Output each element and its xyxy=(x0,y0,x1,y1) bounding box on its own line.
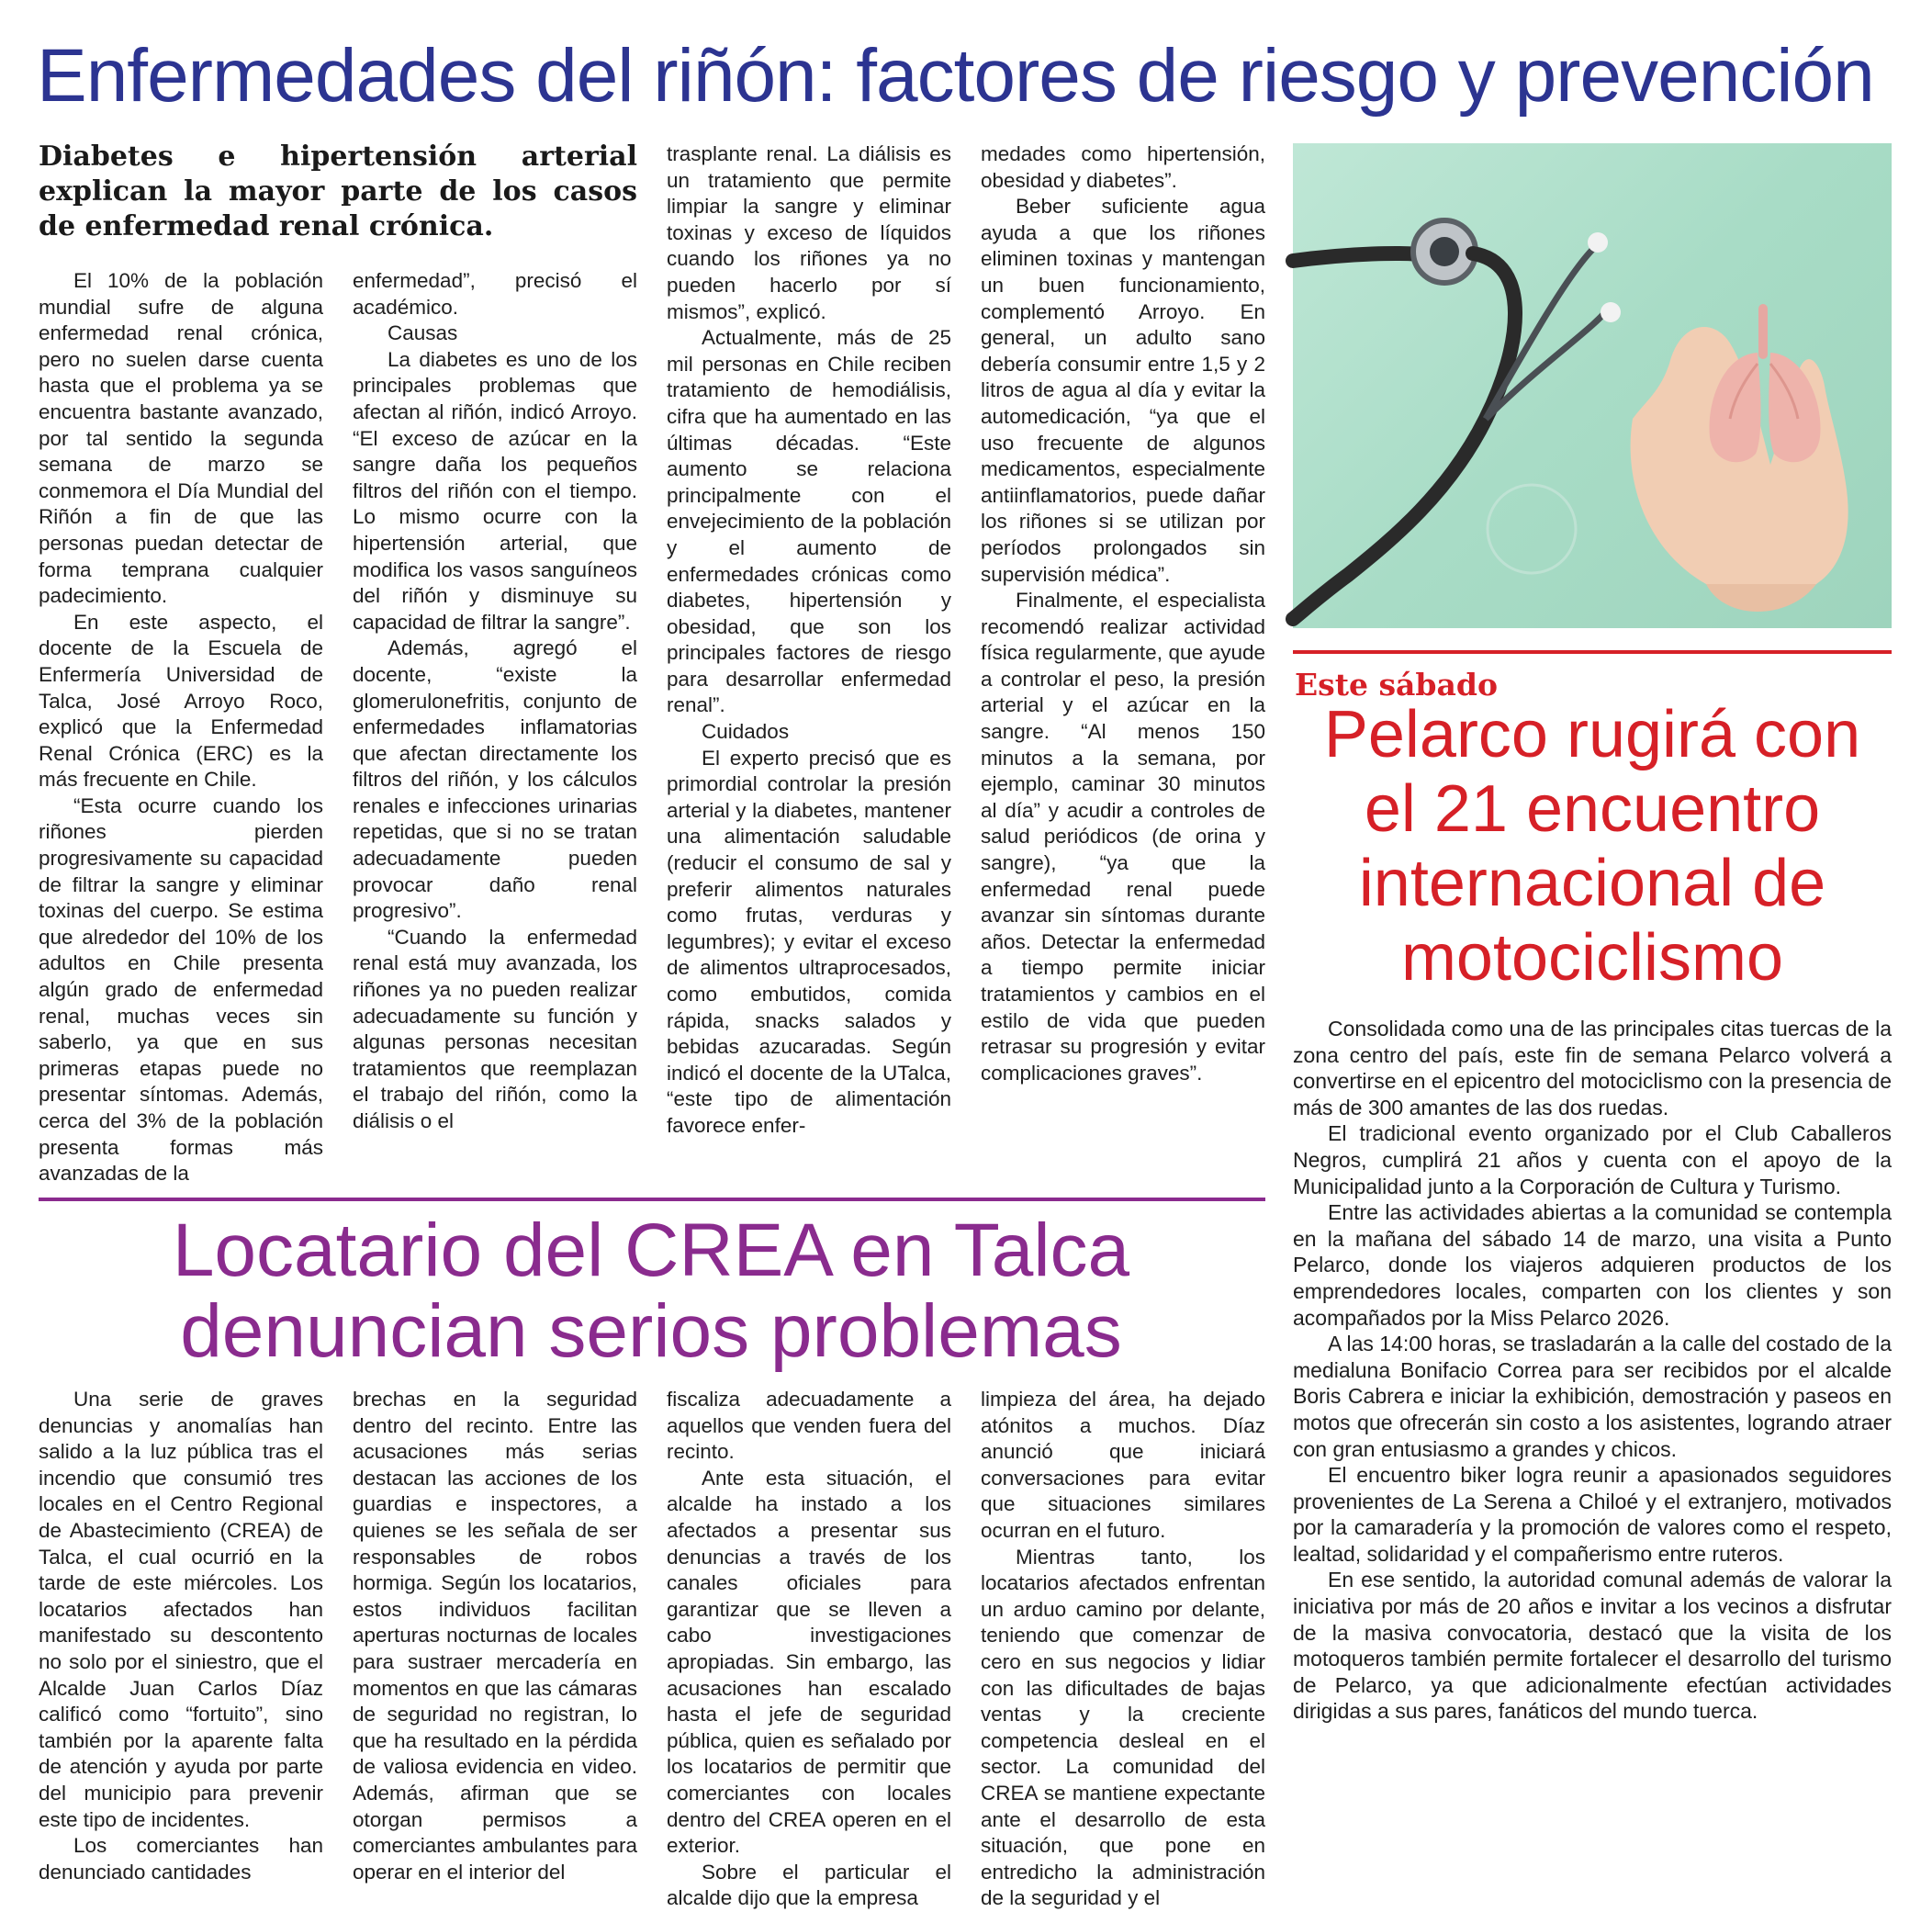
subhead-causas: Causas xyxy=(388,321,458,345)
paragraph: Actualmente, más de 25 mil personas en Chile reciben tratamiento de hemodiálisis, cifra que ha aumentado en las últimas décadas. “Este aumento se relaciona principalmente con el envejecimiento de la población y el aumento de enfermedades crónicas como diabetes, hipertensión y obesidad, que son los principales factores de riesgo para desarrollar enfermedad renal”. xyxy=(667,326,951,717)
paragraph: Mientras tanto, los locatarios afectados enfrentan un arduo camino por delante, teniendo que comenzar de cero en sus negocios y lidiar con las dificultades de bajas ventas y la creciente competencia desleal en el sector. La comunidad del CREA se mantiene expectante ante el desarrollo de esta situación, que pone en entredicho la administración de la seguridad y el xyxy=(981,1545,1265,1910)
paragraph: brechas en la seguridad dentro del recinto. Entre las acusaciones más serias destacan las acciones de los guardias e inspectores, a quienes se les señala de ser responsables de robos hormiga. Según los locatarios, estos individuos facilitan aperturas nocturnas de locales para sustraer mercadería en momentos en que las cámaras de seguridad no registran, lo que ha resultado en la pérdida de valiosa evidencia en video. Además, afirman que se otorgan permisos a comerciantes ambulantes para operar en el interior del xyxy=(353,1388,637,1884)
paragraph: medades como hipertensión, obesidad y diabetes”. xyxy=(981,142,1265,192)
section-rule-red xyxy=(1293,650,1892,654)
paragraph: fiscaliza adecuadamente a aquellos que venden fuera del recinto. xyxy=(667,1388,951,1464)
paragraph: trasplante renal. La diálisis es un tratamiento que permite limpiar la sangre y eliminar toxinas y exceso de líquidos cuando los riñones ya no pueden hacerlo por sí mismos”, explicó. xyxy=(667,142,951,323)
paragraph: La diabetes es uno de los principales problemas que afectan al riñón, indicó Arroyo. “El exceso de azúcar en la sangre daña los pequeños filtros del riñón con el tiempo. Lo mismo ocurre con la hipertensión arterial, que modifica los vasos sanguíneos del riñón y disminuye su capacidad de filtrar la sangre”. xyxy=(353,347,637,634)
headline-kidney: Enfermedades del riñón: factores de riesgo y prevención xyxy=(37,34,1874,118)
paragraph: Entre las actividades abiertas a la comunidad se contempla en la mañana del sábado 14 de marzo, una visita a Punto Pelarco, donde los viajeros adquieren productos de los emprendedores locales, comparten con los clientes y son acompañados por la Miss Pelarco 2026. xyxy=(1293,1200,1892,1330)
crea-col-2 xyxy=(353,1387,637,1895)
crea-col-3 xyxy=(667,1387,951,1910)
subhead-cuidados: Cuidados xyxy=(702,720,790,744)
paragraph: Finalmente, el especialista recomendó realizar actividad física regularmente, que ayude a controlar el peso, la presión arterial y el azúcar en la sangre. “Al menos 150 minutos a la semana, por ejemplo, caminar 30 minutos al día” y acudir a controles de salud periódicos (de orina y sangre), “ya que la enfermedad renal puede avanzar sin síntomas durante años. Detectar la enfermedad a tiempo permite iniciar tratamientos y cambios en el estilo de vida que pueden retrasar su progresión y evitar complicaciones graves”. xyxy=(981,589,1265,1085)
paragraph: Sobre el particular el alcalde dijo que la empresa xyxy=(667,1860,951,1910)
paragraph: Beber suficiente agua ayuda a que los riñones eliminen toxinas y mantengan un buen funcionamiento, complementó Arroyo. En general, un adulto sano debería consumir entre 1,5 y 2 litros de agua al día y evitar la automedicación, “ya que el uso frecuente de algunos medicamentos, especialmente antiinflamatorios, puede dañar los riñones si se utilizan por períodos prolongados sin supervisión médica”. xyxy=(981,195,1265,586)
kidney-col-4 xyxy=(981,141,1265,1181)
crea-col-4 xyxy=(981,1387,1265,1910)
paragraph: En este aspecto, el docente de la Escuela de Enfermería Universidad de Talca, José Arroyo Roco, explicó que la Enfermedad Renal Crónica (ERC) es la más frecuente en Chile. xyxy=(39,610,323,792)
paragraph: El encuentro biker logra reunir a apasionados seguidores provenientes de La Serena a Chiloé y el extranjero, motivados por la camaradería y la promoción de valores como el respeto, lealtad, solidaridad y el compañerismo entre ruteros. xyxy=(1293,1463,1892,1566)
paragraph: El tradicional evento organizado por el Club Caballeros Negros, cumplirá 21 años y cuenta con el apoyo de la Municipalidad junto a la Corporación de Cultura y Turismo. xyxy=(1293,1121,1892,1198)
pelarco-body xyxy=(1293,1016,1892,1725)
section-rule-purple xyxy=(39,1198,1265,1201)
headline-pelarco: Pelarco rugirá con el 21 encuentro internacional de motociclismo xyxy=(1323,698,1861,995)
paragraph: El experto precisó que es primordial controlar la presión arterial y la diabetes, mantener una alimentación saludable (reducir el consumo de sal y preferir alimentos naturales como frutas, verduras y legumbres); y evitar el exceso de alimentos ultraprocesados, como embutidos, comida rápida, snacks salados y bebidas azucaradas. Según indicó el docente de la UTalca, “este tipo de alimentación favorece enfer- xyxy=(667,746,951,1137)
paragraph: Además, agregó el docente, “existe la glomerulonefritis, conjunto de enfermedades inflamatorias que afectan directamente los filtros del riñón, y los cálculos renales e infecciones urinarias repetidas, que si no se tratan adecuadamente pueden provocar daño renal progresivo”. xyxy=(353,636,637,923)
kidney-col-1 xyxy=(39,268,323,1186)
paragraph: “Esta ocurre cuando los riñones pierden progresivamente su capacidad de filtrar la sangre y eliminar toxinas del cuerpo. Se estima que alrededor del 10% de los adultos en Chile presenta algún grado de enfermedad renal, muchas veces sin saberlo, ya que en sus primeras etapas puede no presentar síntomas. Además, cerca del 3% de la población presenta formas más avanzadas de la xyxy=(39,793,323,1186)
crea-col-1 xyxy=(39,1387,323,1895)
deck-kidney: Diabetes e hipertensión arterial explican la mayor parte de los casos de enfermedad renal crónica. xyxy=(39,141,637,242)
kicker-este-sabado: Este sábado xyxy=(1295,667,1498,703)
paragraph: En ese sentido, la autoridad comunal además de valorar la iniciativa por más de 20 años e invitar a los vecinos a disfrutar de la masiva convocatoria, destacó que la visita de los motoqueros también permite fortalecer el desarrollo del turismo de Pelarco, ya que adicionalmente efectúan actividades dirigidas a sus pares, fanáticos del mundo tuerca. xyxy=(1293,1568,1892,1724)
paragraph: enfermedad”, precisó el académico. xyxy=(353,269,637,319)
paragraph: El 10% de la población mundial sufre de alguna enfermedad renal crónica, pero no suelen darse cuenta hasta que el problema ya se encuentra bastante avanzado, por tal sentido la segunda semana de marzo se conmemora el Día Mundial del Riñón a fin de que las personas puedan detectar de forma temprana cualquier padecimiento. xyxy=(39,269,323,608)
headline-crea: Locatario del CREA en Talca denuncian serios problemas xyxy=(172,1209,1130,1373)
paragraph: Los comerciantes han denunciado cantidades xyxy=(39,1834,323,1884)
paragraph: Ante esta situación, el alcalde ha instado a los afectados a presentar sus denuncias a través de los canales oficiales para garantizar que se lleven a cabo investigaciones apropiadas. Sin embargo, las acusaciones han escalado hasta el jefe de seguridad pública, quien es señalado por los locatarios de permitir que comerciantes con locales dentro del CREA operen en el exterior. xyxy=(667,1466,951,1858)
paragraph: Una serie de graves denuncias y anomalías han salido a la luz pública tras el incendio que consumió tres locales en el Centro Regional de Abastecimiento (CREA) de Talca, el cual ocurrió en la tarde de este miércoles. Los locatarios afectados han manifestado su descontento no solo por el siniestro, que el Alcalde Juan Carlos Díaz calificó como “fortuito”, sino también por la aparente falta de atención y ayuda por parte del municipio para prevenir este tipo de incidentes. xyxy=(39,1388,323,1831)
lungs-icon xyxy=(1697,299,1835,474)
kidney-col-2 xyxy=(353,268,637,1181)
stethoscope-photo xyxy=(1293,143,1892,628)
paragraph: “Cuando la enfermedad renal está muy avanzada, los riñones ya no pueden realizar adecuadamente su función y algunas personas necesitan tratamientos que reemplazan el trabajo del riñón, como la diálisis o el xyxy=(353,925,637,1132)
paragraph: Consolidada como una de las principales citas tuercas de la zona centro del país, este fin de semana Pelarco volverá a convertirse en el epicentro del motociclismo con la presencia de más de 300 amantes de las dos ruedas. xyxy=(1293,1017,1892,1119)
kidney-col-3 xyxy=(667,141,951,1181)
paragraph: limpieza del área, ha dejado atónitos a muchos. Díaz anunció que iniciará conversaciones para evitar que situaciones similares ocurran en el futuro. xyxy=(981,1388,1265,1542)
paragraph: A las 14:00 horas, se trasladarán a la calle del costado de la medialuna Bonifacio Correa para ser recibidos por el alcalde Boris Cabrera e iniciar la exhibición, demostración y paseos en motos que ofrecerán sin costo a los asistentes, logrando atraer con gran entusiasmo a grandes y chicos. xyxy=(1293,1332,1892,1461)
